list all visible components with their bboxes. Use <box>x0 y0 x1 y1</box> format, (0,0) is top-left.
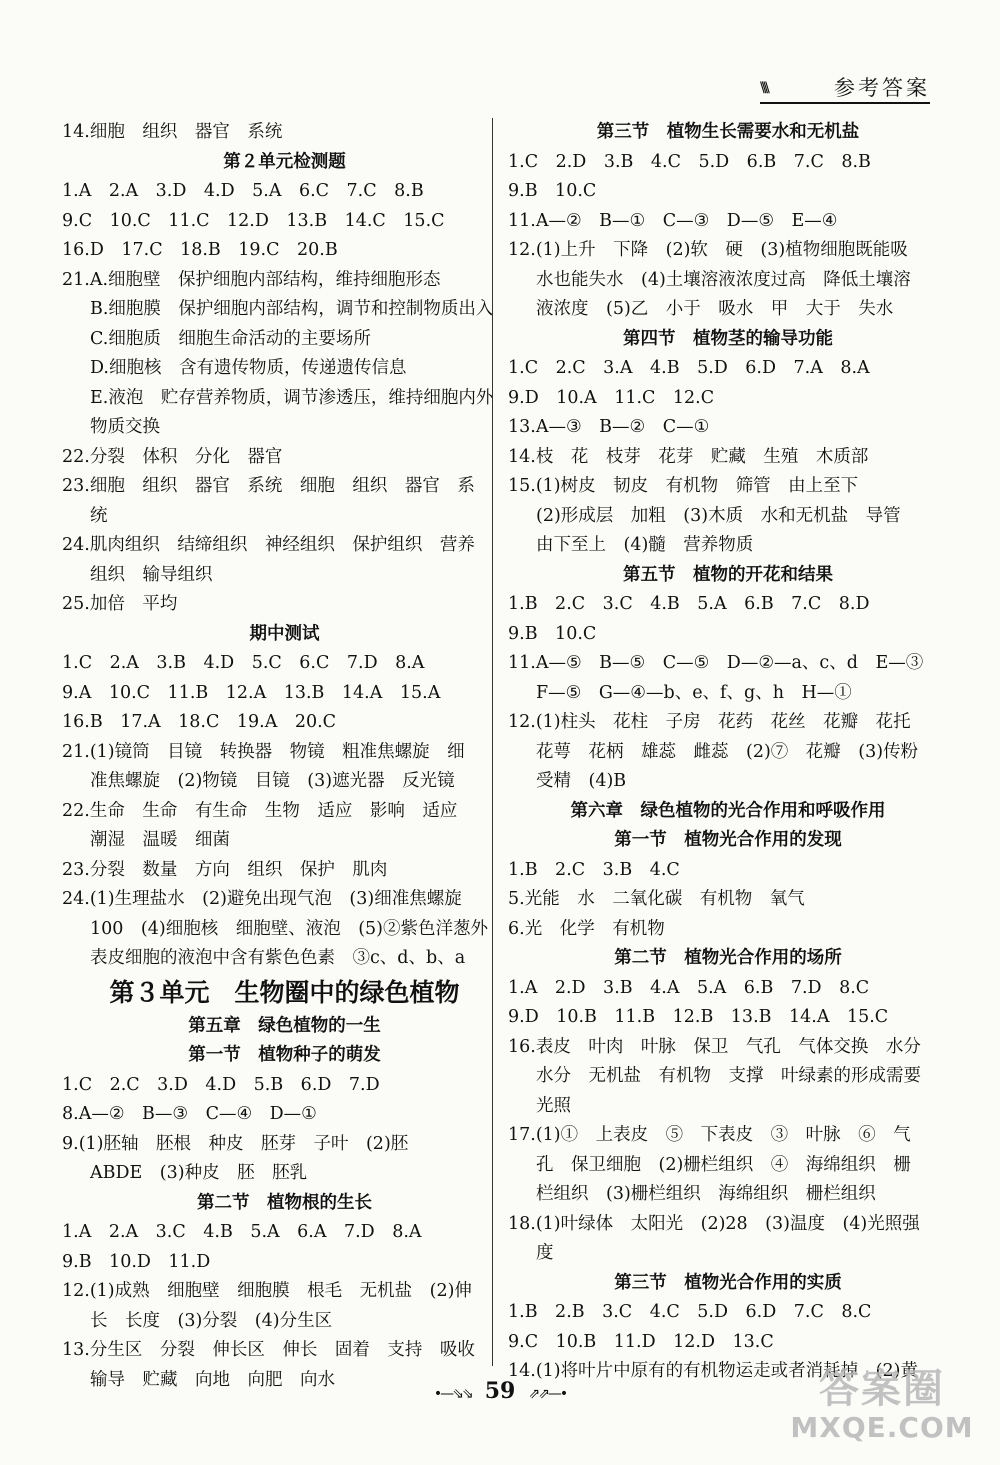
answer-line: 度 <box>536 1243 554 1263</box>
section-heading: 第三节 植物生长需要水和无机盐 <box>596 122 860 142</box>
answer-line: 潮湿 温暖 细菌 <box>90 830 230 850</box>
answer-line: 花萼 花柄 雄蕊 雌蕊 (2)⑦ 花瓣 (3)传粉 <box>536 741 919 762</box>
answer-line: 1.B 2.C 3.B 4.C <box>508 859 680 880</box>
answer-line: 14.(1)将叶片中原有的有机物运走或者消耗掉 (2)黄 <box>508 1361 918 1381</box>
answer-line: 9.D 10.B 11.B 12.B 13.B 14.A 15.C <box>508 1007 889 1027</box>
answer-line: 23.分裂 数量 方向 组织 保护 肌肉 <box>62 859 388 880</box>
answer-line: 13.A—③ B—② C—① <box>508 417 710 437</box>
answer-line: B.细胞膜 保护细胞内部结构，调节和控制物质出入 <box>90 299 494 319</box>
answer-line: 1.C 2.C 3.D 4.D 5.B 6.D 7.D <box>62 1074 380 1095</box>
answer-line: 1.C 2.C 3.A 4.B 5.D 6.D 7.A 8.A <box>508 358 870 378</box>
answer-line: 18.(1)叶绿体 太阳光 (2)28 (3)温度 (4)光照强 <box>508 1213 920 1234</box>
footer-ornament-left: •—⇘⇘ <box>433 1386 472 1402</box>
answer-line: 孔 保卫细胞 (2)栅栏组织 ④ 海绵组织 栅 <box>536 1154 911 1175</box>
answer-line: 物质交换 <box>90 417 160 437</box>
answer-line: 输导 贮藏 向地 向肥 向水 <box>90 1369 335 1390</box>
answer-line: 1.C 2.D 3.B 4.C 5.D 6.B 7.C 8.B <box>508 151 871 172</box>
answer-line: 16.D 17.C 18.B 19.C 20.B <box>62 240 338 260</box>
answer-line: 9.D 10.A 11.C 12.C <box>508 387 715 408</box>
right-column <box>508 118 948 1387</box>
answer-line: 准焦螺旋 (2)物镜 目镜 (3)遮光器 反光镜 <box>90 771 455 791</box>
answer-line: 1.B 2.C 3.C 4.B 5.A 6.B 7.C 8.D <box>508 594 870 614</box>
watermark-logo-text: 答案圈 <box>819 1366 945 1412</box>
footer-ornament-right: ⇗⇗—• <box>528 1386 567 1402</box>
watermark-url: MXQE.COM <box>790 1411 974 1444</box>
answer-line: 由下至上 (4)髓 营养物质 <box>536 535 754 555</box>
answer-line: 15.(1)树皮 韧皮 有机物 筛管 由上至下 <box>508 476 859 496</box>
answer-line: 16.B 17.A 18.C 19.A 20.C <box>62 712 337 732</box>
answer-line: 12.(1)柱头 花柱 子房 花药 花丝 花瓣 花托 <box>508 712 911 732</box>
answer-line: 12.(1)成熟 细胞壁 细胞膜 根毛 无机盐 (2)伸 <box>62 1281 472 1301</box>
answer-line: 24.(1)生理盐水 (2)避免出现气泡 (3)细准焦螺旋 <box>62 889 462 909</box>
answer-line: 11.A—② B—① C—③ D—⑤ E—④ <box>508 210 838 231</box>
section-heading: 第三节 植物光合作用的实质 <box>614 1272 842 1293</box>
answer-line: 9.(1)胚轴 胚根 种皮 胚芽 子叶 (2)胚 <box>62 1133 409 1154</box>
answer-line: 9.A 10.C 11.B 12.A 13.B 14.A 15.A <box>62 682 441 703</box>
section-heading: 第一节 植物光合作用的发现 <box>614 830 842 850</box>
answer-line: 9.B 10.C <box>508 623 597 644</box>
answer-line: 受精 (4)B <box>536 771 627 791</box>
answer-line: 21.A.细胞壁 保护细胞内部结构，维持细胞形态 <box>62 269 441 290</box>
section-heading: 第五节 植物的开花和结果 <box>623 564 833 585</box>
answer-line: 表皮细胞的液泡中含有紫色色素 ③c、d、b、a <box>90 948 466 968</box>
answer-line: 1.C 2.A 3.B 4.D 5.C 6.C 7.D 8.A <box>62 653 425 673</box>
answer-line: 水分 无机盐 有机物 支撑 叶绿素的形成需要 <box>536 1066 921 1086</box>
answer-line: 1.A 2.A 3.D 4.D 5.A 6.C 7.C 8.B <box>62 181 424 201</box>
left-column <box>62 118 507 1395</box>
section-heading: 第３单元 生物圈中的绿色植物 <box>109 977 460 1007</box>
answer-line: 13.分生区 分裂 伸长区 伸长 固着 支持 吸收 <box>62 1340 475 1360</box>
answer-line: E.液泡 贮存营养物质，调节渗透压，维持细胞内外 <box>90 387 494 408</box>
answer-line: 液浓度 (5)乙 小于 吸水 甲 大于 失水 <box>536 299 894 319</box>
answer-line: 21.(1)镜筒 目镜 转换器 物镜 粗准焦螺旋 细 <box>62 741 465 762</box>
answer-line: 17.(1)① 上表皮 ⑤ 下表皮 ③ 叶脉 ⑥ 气 <box>508 1125 911 1145</box>
answer-line: 100 (4)细胞核 细胞壁、液泡 (5)②紫色洋葱外 <box>90 918 488 939</box>
watermark <box>782 1366 982 1451</box>
answer-line: 25.加倍 平均 <box>62 594 178 614</box>
answer-line: 栏组织 (3)栅栏组织 海绵组织 栅栏组织 <box>536 1184 876 1204</box>
header-ornament: \\\\ <box>760 80 767 96</box>
answer-line: 光照 <box>536 1095 571 1116</box>
answer-line: 24.肌肉组织 结缔组织 神经组织 保护组织 营养 <box>62 535 475 555</box>
section-heading: 第二节 植物根的生长 <box>197 1192 372 1213</box>
section-heading: 第六章 绿色植物的光合作用和呼吸作用 <box>570 800 886 821</box>
answer-line: C.细胞质 细胞生命活动的主要场所 <box>90 328 371 349</box>
page-header <box>760 72 930 102</box>
header-title: 参考答案 <box>834 76 930 100</box>
answer-line: 22.分裂 体积 分化 器官 <box>62 446 283 467</box>
section-heading: 第二节 植物光合作用的场所 <box>614 948 842 968</box>
column-divider <box>492 118 493 1366</box>
answer-line: 9.B 10.D 11.D <box>62 1251 211 1272</box>
answer-line: 22.生命 生命 有生命 生物 适应 影响 适应 <box>62 800 458 821</box>
page-number: 59 <box>484 1378 516 1404</box>
section-heading: 第四节 植物茎的输导功能 <box>623 328 833 349</box>
answer-line: ABDE (3)种皮 胚 胚乳 <box>90 1163 308 1183</box>
answer-line: (2)形成层 加粗 (3)木质 水和无机盐 导管 <box>536 505 901 526</box>
answer-line: F—⑤ G—④—b、e、f、g、h H—① <box>536 682 852 703</box>
answer-line: 长 长度 (3)分裂 (4)分生区 <box>90 1310 333 1331</box>
answer-line: 1.A 2.D 3.B 4.A 5.A 6.B 7.D 8.C <box>508 977 870 998</box>
section-heading: 第２单元检测题 <box>223 151 346 172</box>
header-rule <box>760 102 930 104</box>
section-heading: 期中测试 <box>249 623 320 644</box>
answer-line: 16.表皮 叶肉 叶脉 保卫 气孔 气体交换 水分 <box>508 1036 921 1057</box>
answer-line: 1.A 2.A 3.C 4.B 5.A 6.A 7.D 8.A <box>62 1222 422 1242</box>
answer-line: 水也能失水 (4)土壤溶液浓度过高 降低土壤溶 <box>536 269 911 290</box>
answer-line: 统 <box>90 505 108 526</box>
answer-line: 9.C 10.B 11.D 12.D 13.C <box>508 1331 774 1352</box>
answer-line: 23.细胞 组织 器官 系统 细胞 组织 器官 系 <box>62 476 475 496</box>
answer-line: 5.光能 水 二氧化碳 有机物 氧气 <box>508 889 805 909</box>
answer-line: 9.B 10.C <box>508 181 597 201</box>
answer-line: 14.枝 花 枝芽 花芽 贮藏 生殖 木质部 <box>508 446 869 467</box>
answer-line: 12.(1)上升 下降 (2)软 硬 (3)植物细胞既能吸 <box>508 240 908 260</box>
answer-line: 14.细胞 组织 器官 系统 <box>62 122 283 142</box>
answer-line: D.细胞核 含有遗传物质，传递遗传信息 <box>90 358 407 378</box>
answer-line: 9.C 10.C 11.C 12.D 13.B 14.C 15.C <box>62 210 445 231</box>
answer-line: 1.B 2.B 3.C 4.C 5.D 6.D 7.C 8.C <box>508 1302 872 1322</box>
section-heading: 第一节 植物种子的萌发 <box>188 1045 381 1065</box>
answer-line: 11.A—⑤ B—⑤ C—⑤ D—②—a、c、d E—③ <box>508 653 924 673</box>
answer-line: 组织 输导组织 <box>90 564 213 585</box>
answer-line: 6.光 化学 有机物 <box>508 918 665 939</box>
section-heading: 第五章 绿色植物的一生 <box>188 1015 381 1036</box>
answer-line: 8.A—② B—③ C—④ D—① <box>62 1104 317 1124</box>
